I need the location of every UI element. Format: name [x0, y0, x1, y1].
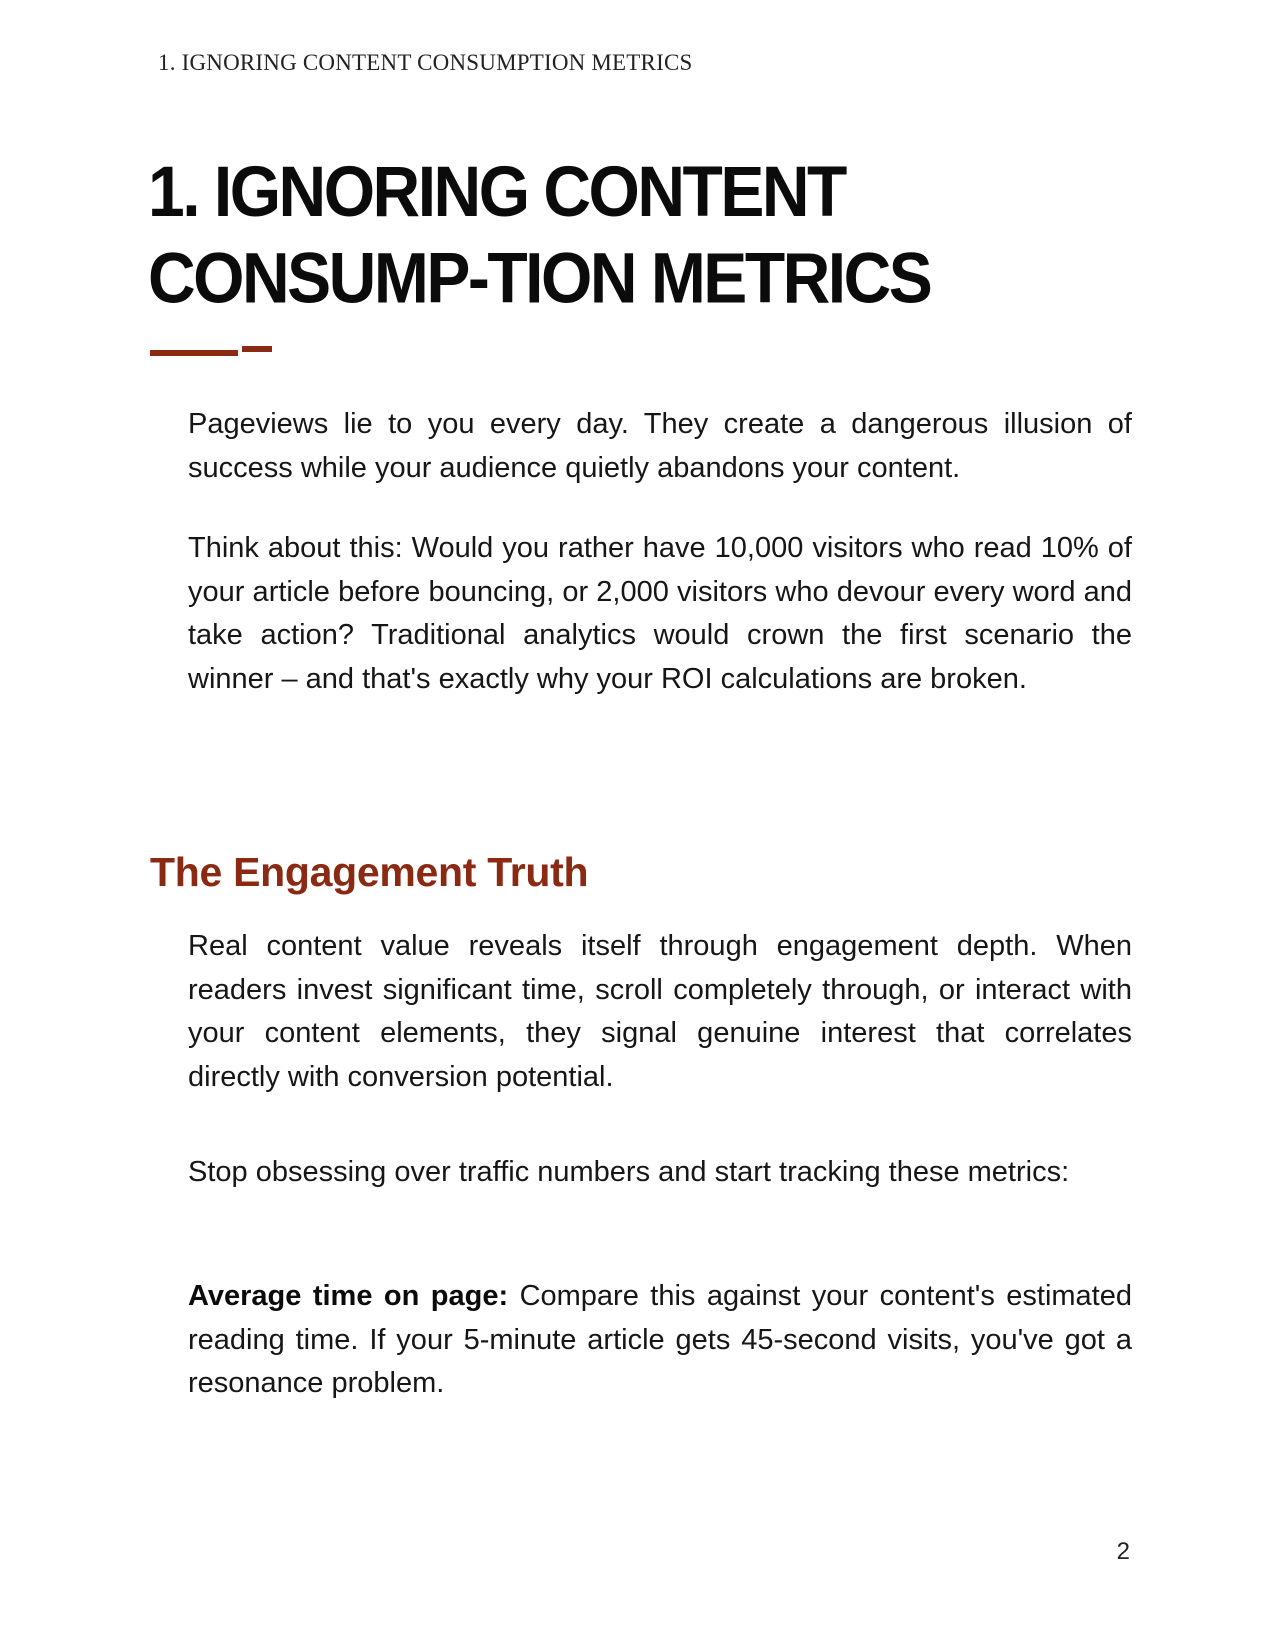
- running-header: 1. IGNORING CONTENT CONSUMPTION METRICS: [158, 50, 693, 75]
- metric-label: Average time on page:: [188, 1280, 509, 1312]
- intro-paragraph-1: Pageviews lie to you every day. They create a dangerous illusion of success while your audience quietly abandons your content.: [188, 408, 1132, 484]
- chapter-title: 1. IGNORING CONTENT CONSUMP-TION METRICS: [148, 151, 931, 318]
- metric-text: Compare this against your content's estimated reading time. If your 5-minute article gets 45-second visits, you've got a resonance problem.: [188, 1280, 1132, 1399]
- metric-paragraph-average-time: [188, 1275, 1132, 1406]
- section-paragraph-1: Real content value reveals itself through engagement depth. When readers invest significant time, scroll completely through, or interact with your content elements, they signal genuine interest that correlates directly with conversion potential.: [188, 930, 1132, 1093]
- title-accent-rule-short: [242, 346, 272, 352]
- intro-paragraph-2: Think about this: Would you rather have 10,000 visitors who read 10% of your article before bouncing, or 2,000 visitors who devour every word and take action? Traditional analytics would crown the first scenario the winner – and that's exactly why your ROI calculations are broken.: [188, 532, 1132, 695]
- section-paragraph-2: Stop obsessing over traffic numbers and start tracking these metrics:: [188, 1156, 1070, 1188]
- page-number: 2: [1116, 1538, 1130, 1565]
- section-heading: The Engagement Truth: [150, 849, 589, 895]
- title-accent-rule-long: [150, 350, 238, 356]
